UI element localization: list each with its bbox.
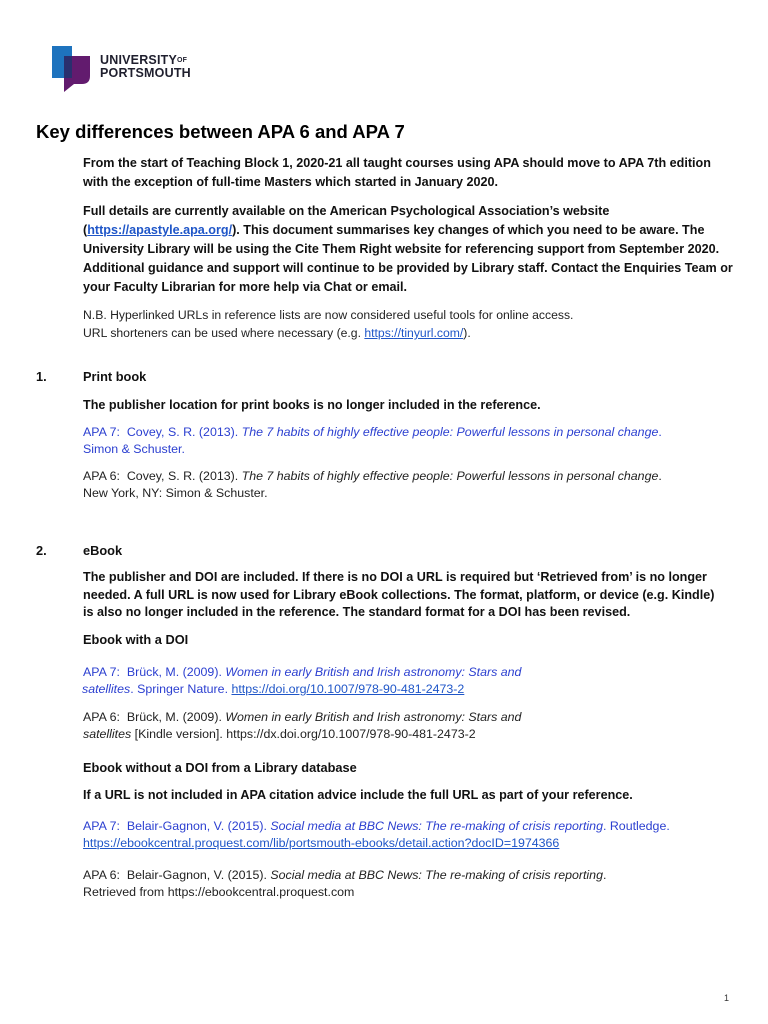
apa7-author: Covey, S. R. (2013). (126, 425, 242, 439)
page-title: Key differences between APA 6 and APA 7 (36, 121, 405, 142)
ebook-doi-apa7-reference (83, 664, 723, 698)
section-2-description-2: If a URL is not included in APA citation advice include the full URL as part of your reference. (83, 788, 633, 802)
apa7-label: APA 7: (83, 425, 120, 439)
apa6-author: Covey, S. R. (2013). (126, 469, 242, 483)
apa7-author: Brück, M. (2009). (126, 665, 226, 679)
nb-line-2 (83, 324, 733, 342)
section-1-number: 1. (36, 369, 47, 384)
university-logo (52, 46, 212, 96)
apa7-after: . Routledge. (602, 819, 670, 833)
section-1-apa7-reference (83, 424, 723, 458)
apa6-label: APA 6: (83, 868, 120, 882)
intro2-post: ). This document summarises key changes of which you need to be aware. The University Library will be using the Cite Them Right website for referencing support from September 2020. Additional guidance and support will continue to be provided by Library staff. Contact the Enquiries Team or your Faculty Librarian for more help via Chat or email. (83, 223, 733, 294)
section-2-description: The publisher and DOI are included. If there is no DOI a URL is required but ‘Retrieved from’ is no longer needed. A full URL is now used for Library eBook collections. The format, platform, or device (e.g. Kindle) is also no longer included in the reference. The standard format for a DOI has been revised. (83, 570, 715, 619)
nb-line-1: N.B. Hyperlinked URLs in reference lists are now considered useful tools for online access. (83, 308, 574, 322)
apa7-after: . (658, 425, 662, 439)
apa6-after: . (658, 469, 662, 483)
subheading-ebook-without-doi: Ebook without a DOI from a Library database (83, 760, 357, 775)
ebook-nodoi-apa6-reference (83, 867, 723, 901)
section-2-number: 2. (36, 543, 47, 558)
apa6-author: Belair-Gagnon, V. (2015). (126, 868, 271, 882)
apa6-publisher: New York, NY: Simon & Schuster. (83, 486, 268, 500)
apa6-after: [Kindle version]. https://dx.doi.org/10.1007/978-90-481-2473-2 (131, 727, 476, 741)
tinyurl-link[interactable]: https://tinyurl.com/ (364, 326, 464, 340)
apa7-publisher: Simon & Schuster. (83, 442, 185, 456)
apa6-title-part-b: satellites (83, 727, 132, 741)
doi-link[interactable]: https://doi.org/10.1007/978-90-481-2473-2 (231, 682, 465, 696)
apa6-title: Social media at BBC News: The re-making of crisis reporting (270, 868, 603, 882)
intro-paragraph-1: From the start of Teaching Block 1, 2020-21 all taught courses using APA should move to APA 7th edition with the exception of full-time Masters which started in January 2020. (83, 156, 711, 189)
apa6-title-part-a: Women in early British and Irish astronomy: Stars and (225, 710, 522, 724)
apa7-title-part-a: Women in early British and Irish astronomy: Stars and (225, 665, 522, 679)
apa7-author: Belair-Gagnon, V. (2015). (126, 819, 271, 833)
apa7-label: APA 7: (83, 819, 120, 833)
section-1-description: The publisher location for print books is no longer included in the reference. (83, 398, 541, 412)
apa6-retrieved-from: Retrieved from https://ebookcentral.proquest.com (83, 885, 355, 899)
apa6-label: APA 6: (83, 710, 120, 724)
apa7-label: APA 7: (83, 665, 120, 679)
ebookcentral-link[interactable]: https://ebookcentral.proquest.com/lib/portsmouth-ebooks/detail.action?docID=1974366 (83, 836, 560, 850)
apa6-after: . (602, 868, 607, 882)
apa7-title: The 7 habits of highly effective people: Powerful lessons in personal change (241, 425, 659, 439)
logo-wordmark (100, 54, 191, 80)
nb-line-2-pre: URL shorteners can be used where necessary (e.g. (83, 326, 365, 340)
apa6-title: The 7 habits of highly effective people: Powerful lessons in personal change (241, 469, 659, 483)
nb-note (83, 306, 733, 342)
intro-paragraph-2 (83, 202, 733, 297)
ebook-nodoi-apa7-reference (83, 818, 723, 852)
apa7-title-part-b: satellites (82, 682, 131, 696)
intro2-pre: Full details are currently available on the American Psychological Association’s website ( (83, 204, 610, 237)
section-1-heading: Print book (83, 369, 147, 384)
nb-line-2-post: ). (463, 326, 471, 340)
apa7-after: . Springer Nature. (130, 682, 232, 696)
logo-line-1: UNIVERSITY (100, 53, 178, 67)
page-number: 1 (724, 993, 730, 1003)
logo-line-2: PORTSMOUTH (100, 66, 191, 80)
apa6-label: APA 6: (83, 469, 120, 483)
logo-of: OF (177, 57, 188, 64)
apastyle-link[interactable]: https://apastyle.apa.org/ (87, 223, 233, 237)
apa7-title: Social media at BBC News: The re-making of crisis reporting (270, 819, 603, 833)
apa6-author: Brück, M. (2009). (126, 710, 226, 724)
section-1-apa6-reference (83, 468, 723, 502)
ebook-doi-apa6-reference (83, 709, 723, 743)
portsmouth-logo-icon (52, 46, 98, 96)
section-2-heading: eBook (83, 543, 123, 558)
subheading-ebook-with-doi: Ebook with a DOI (83, 632, 189, 647)
